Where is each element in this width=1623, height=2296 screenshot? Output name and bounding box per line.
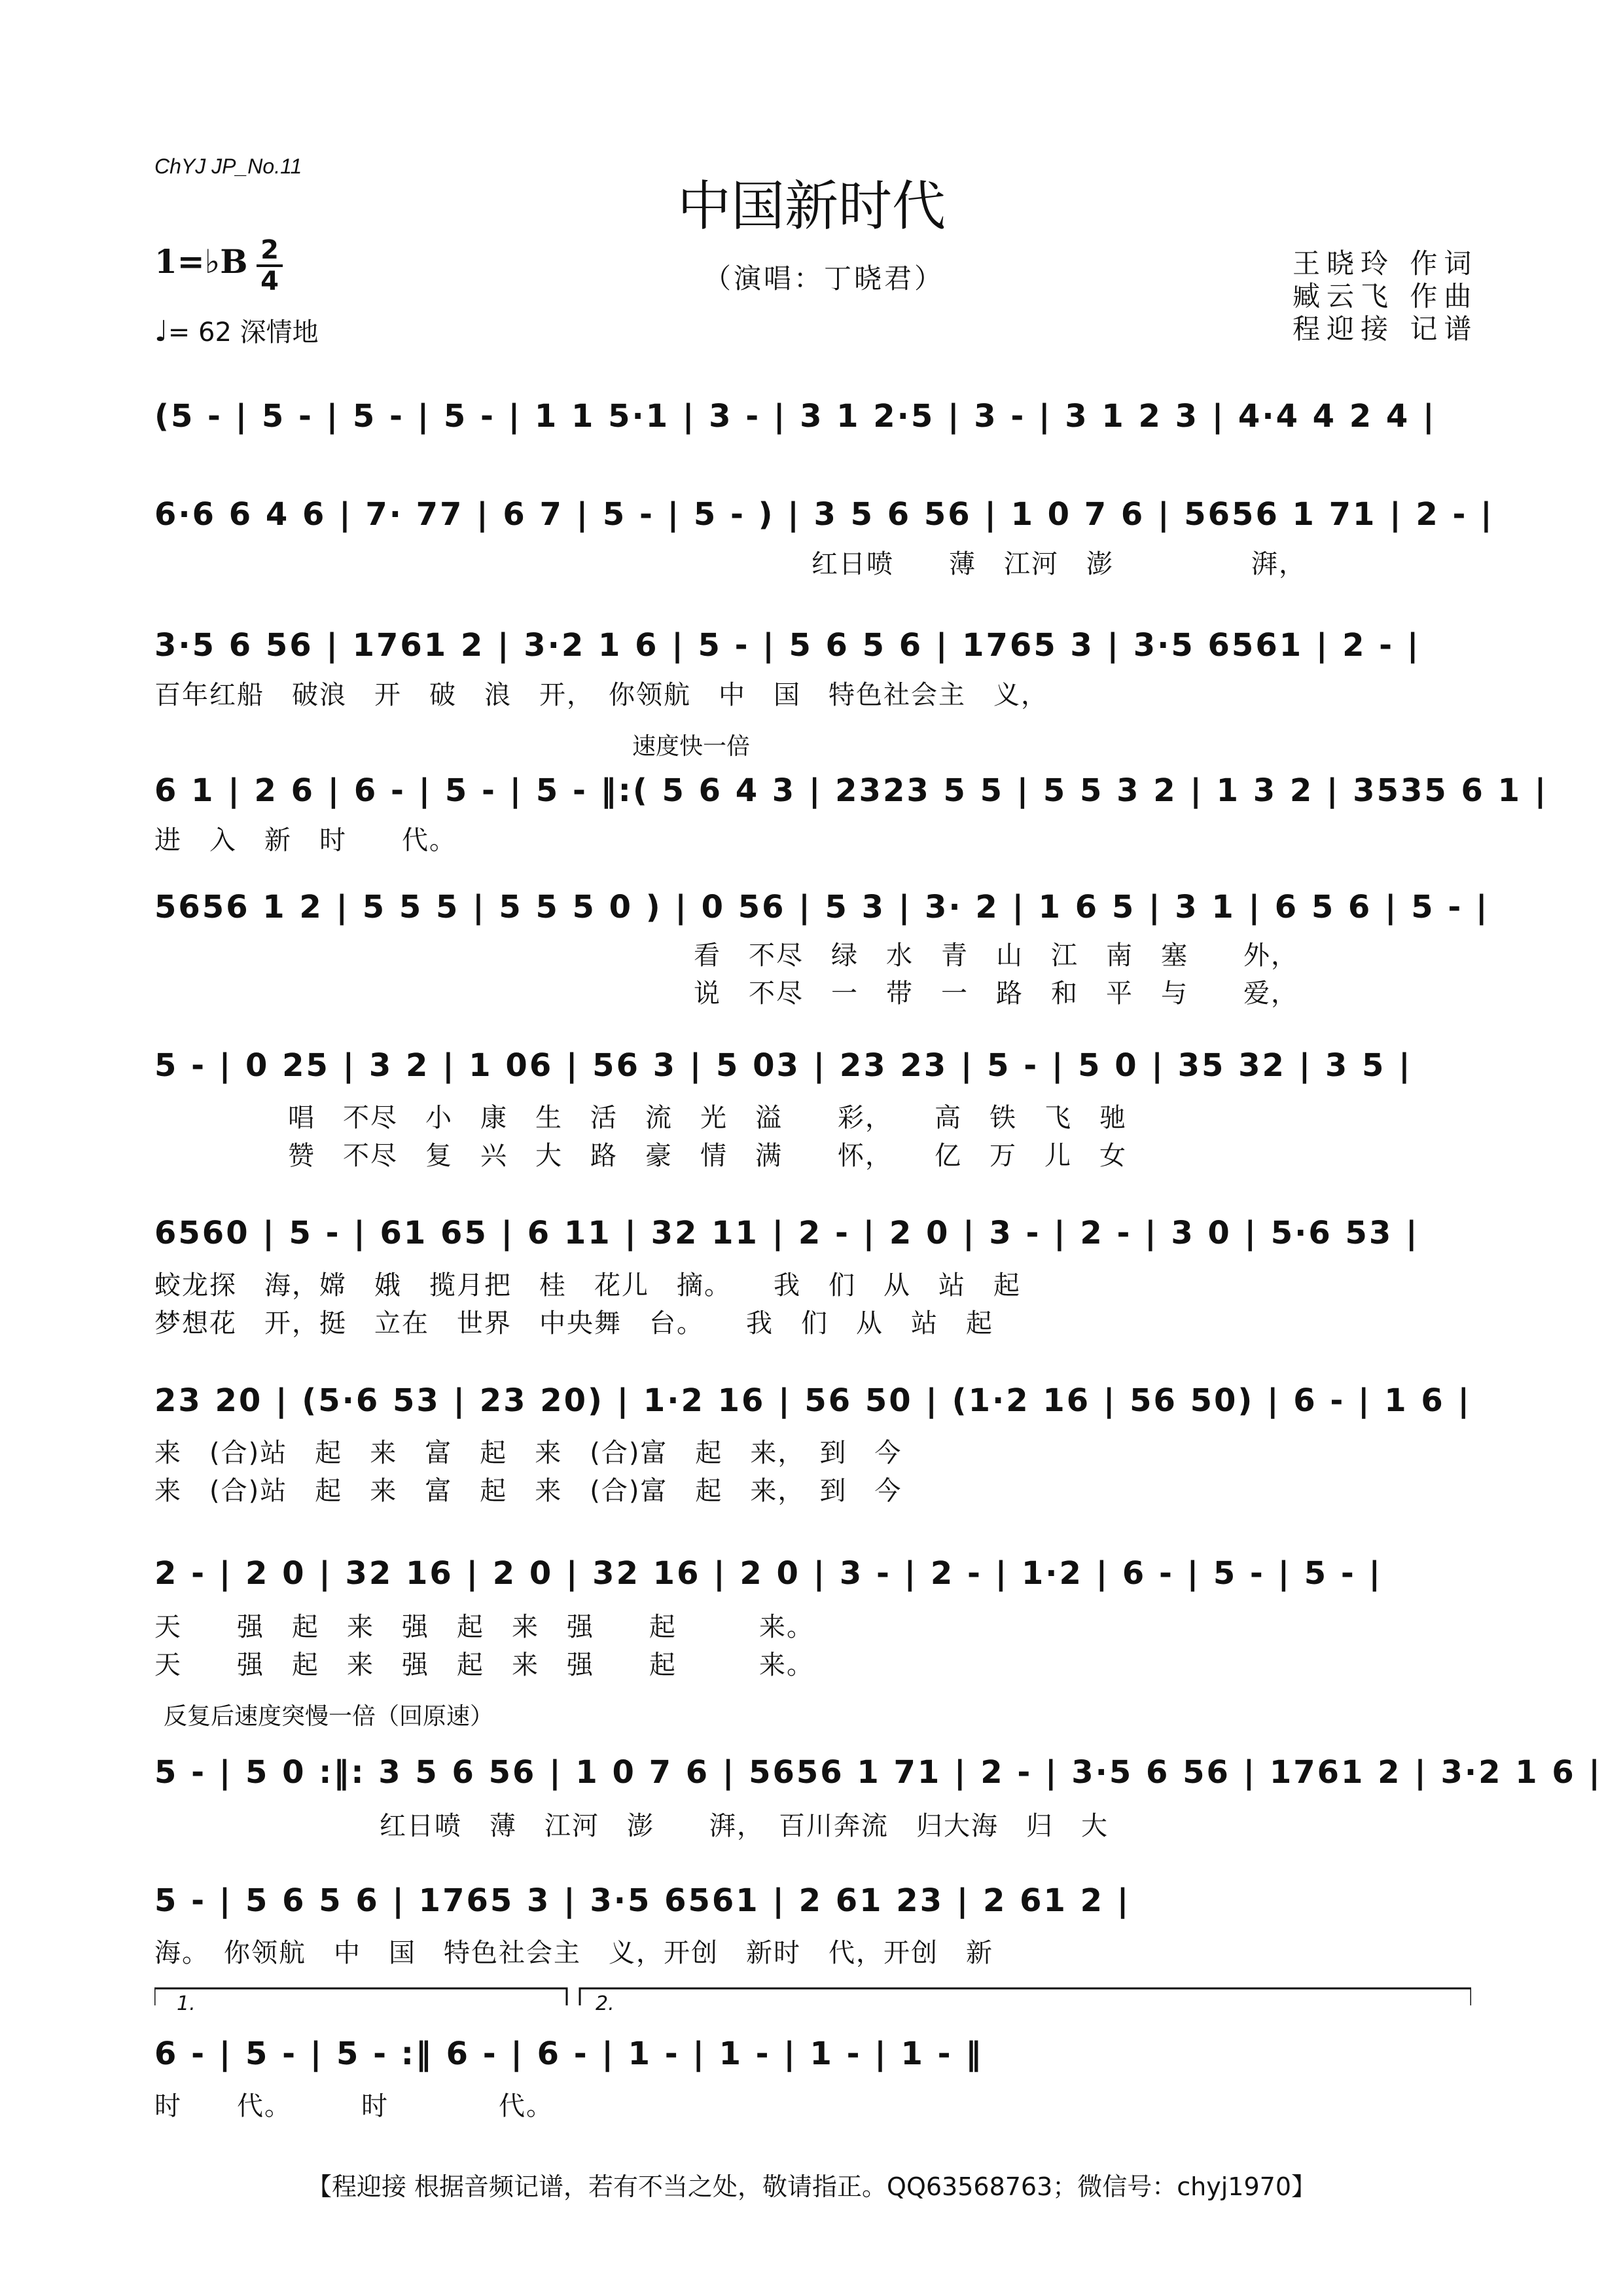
lyric-line-9b: 天 强 起 来 强 起 来 强 起 来。 — [154, 1650, 814, 1680]
lyric-line-8a: 来 (合)站 起 来 富 起 来 (合)富 起 来， 到 今 — [154, 1438, 902, 1468]
quarter-note-icon: ♩ — [154, 315, 168, 348]
song-title: 中国新时代 — [677, 175, 946, 238]
repeat-tempo-marking: 反复后速度突慢一倍（回原速） — [164, 1703, 494, 1730]
lyric-line-5b: 说 不尽 一 带 一 路 和 平 与 爱， — [694, 978, 1298, 1009]
series-tag: ChYJ JP_No.11 — [154, 154, 302, 178]
lyric-line-2: 红日喷 薄 江河 澎 湃， — [812, 549, 1306, 579]
time-signature-top: 2 — [260, 235, 279, 265]
notation-line-2: 6·6 6 4 6 | 7· 77 | 6 7 | 5 - | 5 - ) | 3 5 6 56 | 1 0 7 6 | 5656 1 71 | 2 - | — [154, 496, 1494, 533]
lyric-line-5a: 看 不尽 绿 水 青 山 江 南 塞 外， — [694, 941, 1298, 971]
notation-line-12: 6 - | 5 - | 5 - :‖ 6 - | 6 - | 1 - | 1 - | 1 - | 1 - ‖ — [154, 2036, 984, 2072]
time-signature — [257, 237, 283, 295]
lyric-line-7a: 蛟龙探 海，嫦 娥 揽月把 桂 花儿 摘。 我 们 从 站 起 — [154, 1270, 1021, 1300]
second-ending-label: 2. — [596, 1992, 615, 2015]
notation-line-9: 2 - | 2 0 | 32 16 | 2 0 | 32 16 | 2 0 | 3 - | 2 - | 1·2 | 6 - | 5 - | 5 - | — [154, 1555, 1383, 1592]
notation-line-1: (5 - | 5 - | 5 - | 5 - | 1 1 5·1 | 3 - | 3 1 2·5 | 3 - | 3 1 2 3 | 4·4 4 2 4 | — [154, 398, 1436, 435]
lyric-line-11: 海。 你领航 中 国 特色社会主 义，开创 新时 代，开创 新 — [154, 1938, 993, 1968]
notation-line-10: 5 - | 5 0 :‖: 3 5 6 56 | 1 0 7 6 | 5656 1 71 | 2 - | 3·5 6 56 | 1761 2 | 3·2 1 6 | — [154, 1754, 1602, 1791]
notation-line-7: 6560 | 5 - | 61 65 | 6 11 | 32 11 | 2 - | 2 0 | 3 - | 2 - | 3 0 | 5·6 53 | — [154, 1215, 1419, 1251]
lyric-line-6a: 唱 不尽 小 康 生 活 流 光 溢 彩， 高 铁 飞 驰 — [288, 1103, 1127, 1133]
lyric-line-9a: 天 强 起 来 强 起 来 强 起 来。 — [154, 1612, 814, 1642]
lyric-line-7b: 梦想花 开，挺 立在 世界 中央舞 台。 我 们 从 站 起 — [154, 1308, 993, 1338]
lyric-line-12: 时 代。 时 代。 — [154, 2091, 554, 2121]
transcriber-footer-note: 【程迎接 根据音频记谱，若有不当之处，敬请指正。QQ63568763；微信号：chyj1970】 — [306, 2172, 1317, 2201]
lyric-line-3: 百年红船 破浪 开 破 浪 开， 你领航 中 国 特色社会主 义， — [154, 680, 1048, 710]
first-ending-label: 1. — [177, 1992, 196, 2015]
notation-line-5: 5656 1 2 | 5 5 5 | 5 5 5 0 ) | 0 56 | 5 3 | 3· 2 | 1 6 5 | 3 1 | 6 5 6 | 5 - | — [154, 889, 1489, 925]
composer-credit: 臧云飞 作曲 — [1293, 280, 1478, 312]
time-signature-bottom: 4 — [260, 266, 279, 296]
transcriber-credit: 程迎接 记谱 — [1293, 313, 1478, 345]
lyric-line-4: 进 入 新 时 代。 — [154, 825, 457, 855]
volta-brackets — [154, 1987, 1471, 2007]
notation-line-6: 5 - | 0 25 | 3 2 | 1 06 | 56 3 | 5 03 | 23 23 | 5 - | 5 0 | 35 32 | 3 5 | — [154, 1047, 1412, 1084]
notation-line-4: 6 1 | 2 6 | 6 - | 5 - | 5 - ‖:( 5 6 4 3 | 2323 5 5 | 5 5 3 2 | 1 3 2 | 3535 6 1 | — [154, 772, 1548, 809]
notation-line-8: 23 20 | (5·6 53 | 23 20) | 1·2 16 | 56 50 | (1·2 16 | 56 50) | 6 - | 1 6 | — [154, 1382, 1471, 1419]
lyric-line-8b: 来 (合)站 起 来 富 起 来 (合)富 起 来， 到 今 — [154, 1476, 902, 1506]
tempo-text: = 62 深情地 — [168, 317, 319, 348]
lyric-line-10: 红日喷 薄 江河 澎 湃， 百川奔流 归大海 归 大 — [380, 1811, 1109, 1841]
tempo-marking — [154, 312, 319, 349]
notation-line-3: 3·5 6 56 | 1761 2 | 3·2 1 6 | 5 - | 5 6 5 6 | 1765 3 | 3·5 6561 | 2 - | — [154, 627, 1421, 664]
key-signature: 1=♭B — [154, 242, 248, 281]
lyricist-credit: 王晓玲 作词 — [1293, 247, 1478, 279]
notation-line-11: 5 - | 5 6 5 6 | 1765 3 | 3·5 6561 | 2 61 23 | 2 61 2 | — [154, 1882, 1131, 1919]
lyric-line-6b: 赞 不尽 复 兴 大 路 豪 情 满 怀， 亿 万 儿 女 — [288, 1141, 1127, 1171]
speed-up-marking: 速度快一倍 — [632, 733, 751, 760]
performer: （演唱：丁晓君） — [704, 262, 945, 295]
